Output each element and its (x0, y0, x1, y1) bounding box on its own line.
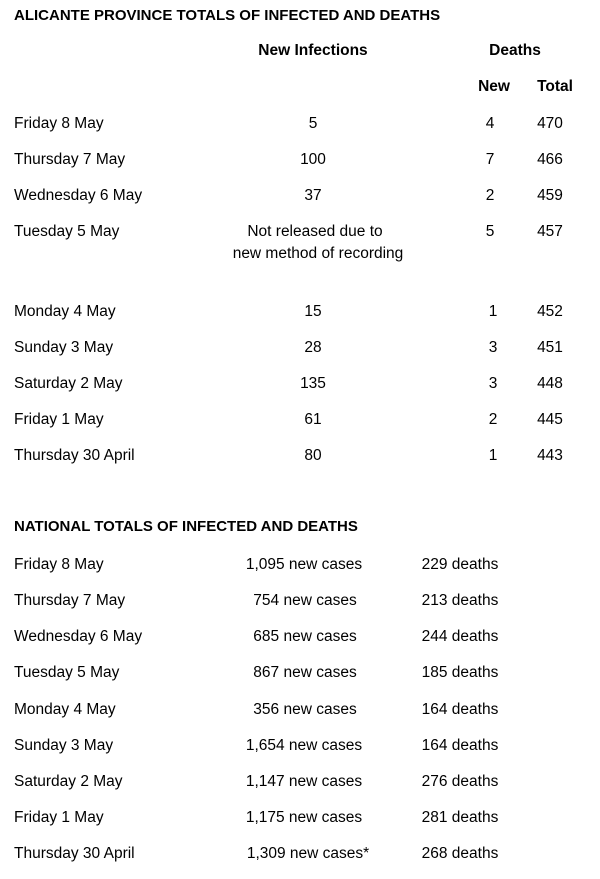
national-row-cases: 1,175 new cases (245, 809, 363, 826)
national-row-date: Tuesday 5 May (14, 664, 120, 681)
province-row-deaths-new: 3 (488, 375, 498, 392)
national-row-deaths: 276 deaths (421, 773, 499, 790)
province-row-infections-note-line1: Not released due to (247, 223, 383, 240)
province-row-infections: 15 (304, 303, 322, 320)
province-row-infections: 61 (304, 411, 322, 428)
national-row-date: Thursday 7 May (14, 592, 126, 609)
national-title: NATIONAL TOTALS OF INFECTED AND DEATHS (14, 518, 358, 535)
national-row-date: Sunday 3 May (14, 737, 114, 754)
national-row-cases: 1,147 new cases (245, 773, 363, 790)
national-row-deaths: 244 deaths (421, 628, 499, 645)
national-row-date: Friday 8 May (14, 556, 104, 573)
province-row-deaths-new: 7 (485, 151, 495, 168)
province-row-date: Tuesday 5 May (14, 223, 120, 240)
province-row-date: Saturday 2 May (14, 375, 123, 392)
national-row-deaths: 185 deaths (421, 664, 499, 681)
national-row-deaths: 164 deaths (421, 737, 499, 754)
province-row-deaths-total: 448 (537, 375, 563, 392)
province-row-deaths-total: 443 (537, 447, 563, 464)
province-row-deaths-new: 1 (488, 447, 498, 464)
province-row-date: Thursday 30 April (14, 447, 135, 464)
national-row-date: Monday 4 May (14, 701, 116, 718)
national-row-cases: 754 new cases (253, 592, 357, 609)
province-row-deaths-total: 470 (537, 115, 563, 132)
province-row-infections-note-line2: new method of recording (232, 245, 404, 262)
province-row-date: Friday 8 May (14, 115, 104, 132)
province-row-date: Monday 4 May (14, 303, 116, 320)
province-row-date: Thursday 7 May (14, 151, 126, 168)
header-new-infections: New Infections (258, 42, 368, 59)
national-row-deaths: 164 deaths (421, 701, 499, 718)
province-row-deaths-new: 1 (488, 303, 498, 320)
national-row-cases: 1,654 new cases (245, 737, 363, 754)
province-row-infections: 80 (304, 447, 322, 464)
province-row-deaths-new: 4 (485, 115, 495, 132)
header-deaths-total: Total (537, 78, 573, 95)
national-row-date: Wednesday 6 May (14, 628, 143, 645)
national-row-cases: 1,309 new cases* (246, 845, 370, 862)
header-deaths-new: New (478, 78, 510, 95)
national-row-deaths: 281 deaths (421, 809, 499, 826)
province-row-infections: 5 (308, 115, 318, 132)
province-row-deaths-new: 2 (488, 411, 498, 428)
national-row-deaths: 268 deaths (421, 845, 499, 862)
province-row-deaths-total: 466 (537, 151, 563, 168)
province-row-date: Friday 1 May (14, 411, 104, 428)
national-row-cases: 867 new cases (253, 664, 357, 681)
province-row-infections: 135 (300, 375, 326, 392)
national-row-cases: 685 new cases (253, 628, 357, 645)
province-title: ALICANTE PROVINCE TOTALS OF INFECTED AND DEATHS (14, 7, 441, 24)
province-row-deaths-total: 452 (537, 303, 563, 320)
province-row-deaths-total: 457 (537, 223, 563, 240)
national-row-deaths: 213 deaths (421, 592, 499, 609)
national-row-date: Friday 1 May (14, 809, 104, 826)
national-row-date: Saturday 2 May (14, 773, 123, 790)
province-row-infections: 37 (304, 187, 322, 204)
national-row-cases: 356 new cases (253, 701, 357, 718)
national-row-deaths: 229 deaths (421, 556, 499, 573)
province-row-date: Wednesday 6 May (14, 187, 143, 204)
header-deaths: Deaths (489, 42, 541, 59)
province-row-infections: 28 (304, 339, 322, 356)
province-row-deaths-new: 5 (485, 223, 495, 240)
province-row-deaths-total: 459 (537, 187, 563, 204)
province-row-deaths-new: 3 (488, 339, 498, 356)
province-row-deaths-new: 2 (485, 187, 495, 204)
national-row-date: Thursday 30 April (14, 845, 135, 862)
province-row-deaths-total: 451 (537, 339, 563, 356)
province-row-date: Sunday 3 May (14, 339, 114, 356)
national-row-cases: 1,095 new cases (245, 556, 363, 573)
province-row-deaths-total: 445 (537, 411, 563, 428)
province-row-infections: 100 (300, 151, 326, 168)
